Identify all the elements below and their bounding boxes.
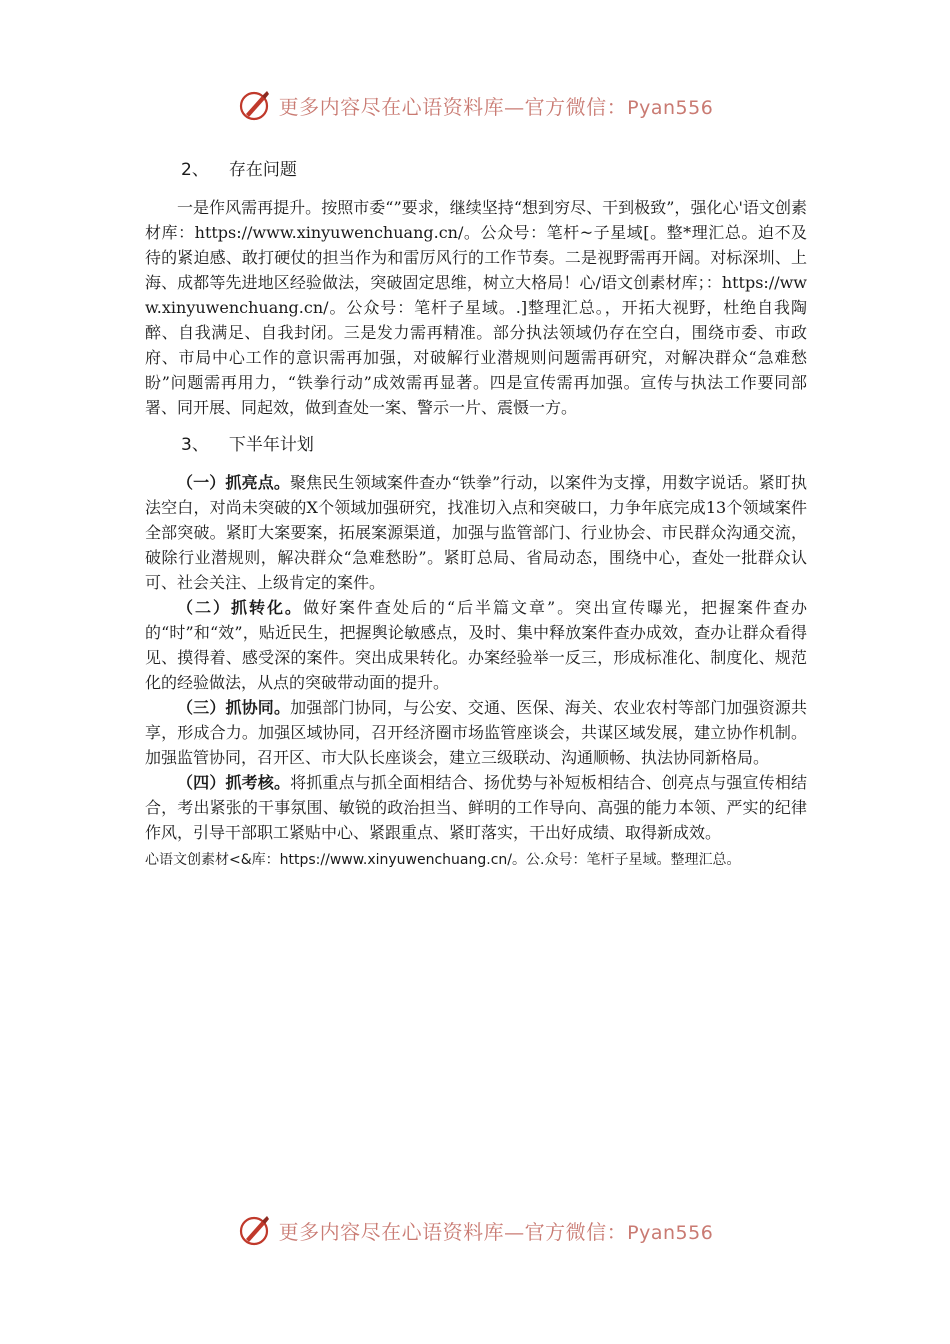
plan-item: （三）抓协同。加强部门协同，与公安、交通、医保、海关、农业农村等部门加强资源共享，形成合力。加强区域协同，召开经济圈市场监管座谈会，共谋区域发展，建立协作机制。加强监管协同，召开区、市大队长座谈会，建立三级联动、沟通顺畅、执法协同新格局。 (145, 698, 807, 767)
watermark-text: 更多内容尽在心语资料库—官方微信：Pyan556 (278, 1219, 714, 1244)
plan-item: （四）抓考核。将抓重点与抓全面相结合、扬优势与补短板相结合、创亮点与强宣传相结合，考出紧张的干事氛围、敏锐的政治担当、鲜明的工作导向、高强的能力本领、严实的纪律作风，引导干部职工紧贴中心、紧跟重点、紧盯落实，干出好成绩、取得新成效。 (145, 773, 807, 842)
watermark-banner-top (0, 85, 950, 125)
section-heading: 3、 下半年计划 (181, 435, 314, 455)
section-heading: 2、 存在问题 (181, 160, 297, 180)
watermark-text: 更多内容尽在心语资料库—官方微信：Pyan556 (278, 94, 714, 119)
plan-item: （二）抓转化。做好案件查处后的“后半篇文章”。突出宣传曝光，把握案件查办的“时”和“效”，贴近民生，把握舆论敏感点，及时、集中释放案件查办成效，查办让群众看得见、摸得着、感受深的案件。突出成果转化。办案经验举一反三，形成标准化、制度化、规范化的经验做法，从点的突破带动面的提升。 (145, 598, 807, 692)
pen-circle-logo-icon (237, 1212, 273, 1248)
document-body (145, 155, 807, 873)
pen-circle-logo-icon (237, 87, 273, 123)
source-note: 心语文创素材<&库：https://www.xinyuwenchuang.cn/。公.众号：笔杆子星域。整理汇总。 (145, 852, 741, 868)
plan-item: （一）抓亮点。聚焦民生领域案件查办“铁拳”行动，以案件为支撑，用数字说话。紧盯执法空白，对尚未突破的X个领域加强研究，找准切入点和突破口，力争年底完成13个领域案件全部突破。紧盯大案要案，拓展案源渠道，加强与监管部门、行业协会、市民群众沟通交流，破除行业潜规则，解决群众“急难愁盼”。紧盯总局、省局动态，围绕中心，查处一批群众认可、社会关注、上级肯定的案件。 (145, 473, 807, 592)
watermark-banner-bottom (0, 1210, 950, 1250)
paragraph: 一是作风需再提升。按照市委“”要求，继续坚持“想到穷尽、干到极致”，强化心'语文创素材库：https://www.xinyuwenchuang.cn/。公众号：笔杆~子星域[。整*理汇总。迫不及待的紧迫感、敢打硬仗的担当作为和雷厉风行的工作节奏。二是视野需再开阔。对标深圳、上海、成都等先进地区经验做法，突破固定思维，树立大格局！心/语文创素材库；：https://www.xinyuwenchuang.cn/。公众号：笔杆子星域。.]整理汇总。，开拓大视野，杜绝自我陶醉、自我满足、自我封闭。三是发力需再精准。部分执法领域仍存在空白，围绕市委、市政府、市局中心工作的意识需再加强，对破解行业潜规则问题需再研究，对解决群众“急难愁盼”问题需再用力，“铁拳行动”成效需再显著。四是宣传需再加强。宣传与执法工作要同部署、同开展、同起效，做到查处一案、警示一片、震慑一方。 (145, 198, 807, 417)
